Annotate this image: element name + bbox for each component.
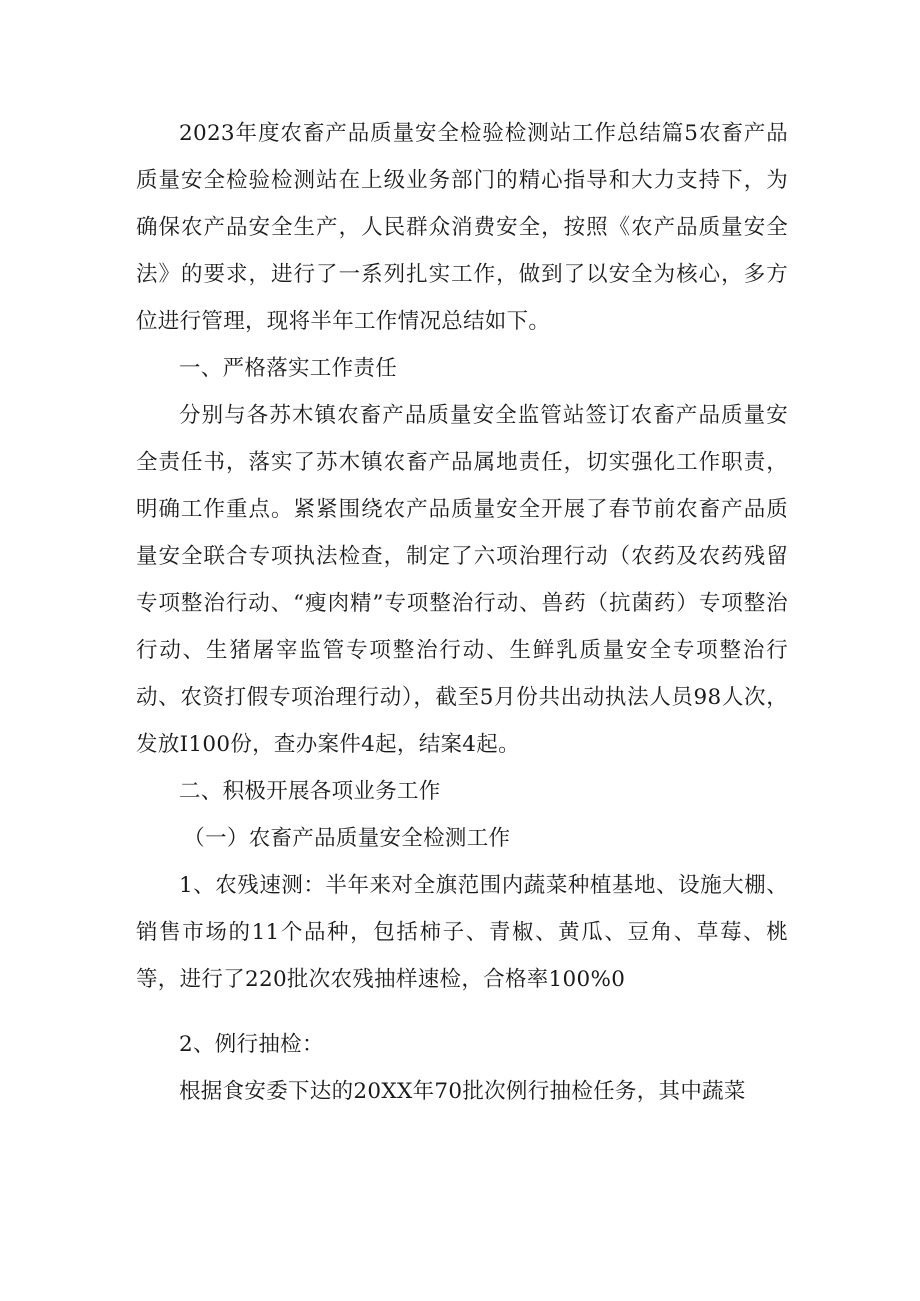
intro-paragraph: 2023年度农畜产品质量安全检验检测站工作总结篇5农畜产品质量安全检验检测站在上级业务部门的精心指导和大力支持下，为确保农产品安全生产，人民群众消费安全，按照《农产品质量安全法》的要求，进行了一系列扎实工作，做到了以安全为核心，多方位进行管理，现将半年工作情况总结如下。 [136,121,788,334]
document-body [136,110,788,1115]
item-2-heading: 2、例行抽检： [179,1032,324,1057]
item-2-paragraph: 根据食安委下达的20XX年70批次例行抽检任务，其中蔬菜 [179,1079,746,1104]
section-1-paragraph: 分别与各苏木镇农畜产品质量安全监管站签订农畜产品质量安全责任书，落实了苏木镇农畜产品属地责任，切实强化工作职责，明确工作重点。紧紧围绕农产品质量安全开展了春节前农畜产品质量安全联合专项执法检查，制定了六项治理行动（农药及农药残留专项整治行动、“瘦肉精”专项整治行动、兽药（抗菌药）专项整治行动、生猪屠宰监管专项整治行动、生鲜乳质量安全专项整治行动、农资打假专项治理行动），截至5月份共出动执法人员98人次，发放I100份，查办案件4起，结案4起。 [136,403,788,757]
item-1-paragraph: 1、农残速测：半年来对全旗范围内蔬菜种植基地、设施大棚、销售市场的11个品种，包括柿子、青椒、黄瓜、豆角、草莓、桃等，进行了220批次农残抽样速检，合格率100%0 [136,873,788,992]
section-heading-1: 一、严格落实工作责任 [179,356,398,381]
subsection-heading-1: （一）农畜产品质量安全检测工作 [183,826,511,851]
section-heading-2: 二、积极开展各项业务工作 [179,779,441,804]
